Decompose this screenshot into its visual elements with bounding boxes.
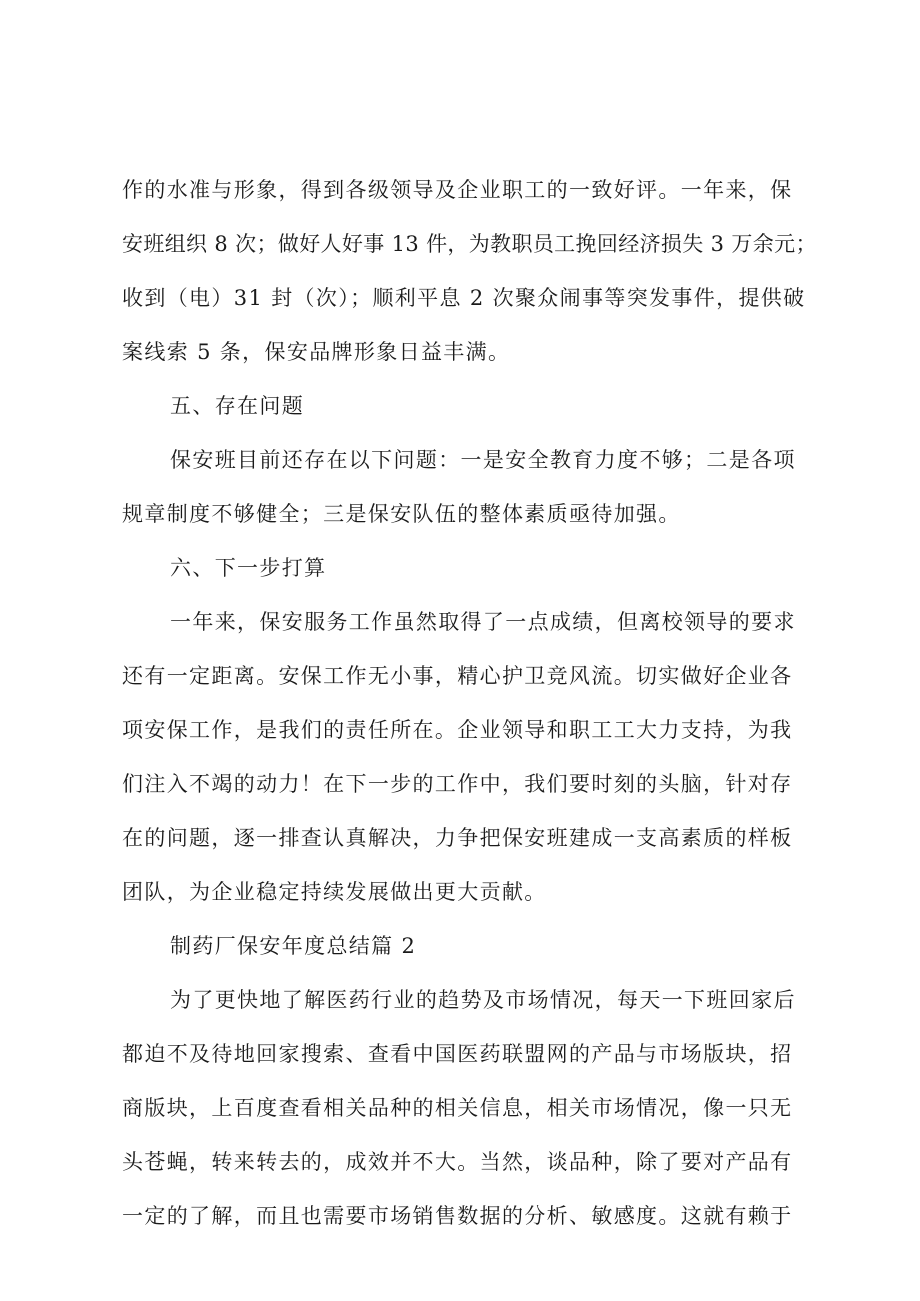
paragraph-line: 商版块，上百度查看相关品种的相关信息，相关市场情况，像一只无 [122, 1096, 793, 1120]
paragraph-line: 规章制度不够健全；三是保安队伍的整体素质亟待加强。 [122, 502, 681, 526]
section-heading: 五、存在问题 [170, 394, 305, 418]
paragraph-line: 收到（电）31 封（次）；顺利平息 2 次聚众闹事等突发事件，提供破 [122, 286, 806, 310]
paragraph-line: 一定的了解，而且也需要市场销售数据的分析、敏感度。这就有赖于 [122, 1204, 793, 1228]
paragraph-line: 案线索 5 条，保安品牌形象日益丰满。 [122, 340, 511, 364]
paragraph-line: 团队，为企业稳定持续发展做出更大贡献。 [122, 880, 547, 904]
paragraph-line: 作的水准与形象，得到各级领导及企业职工的一致好评。一年来，保 [122, 178, 793, 202]
paragraph-line: 还有一定距离。安保工作无小事，精心护卫竞风流。切实做好企业各 [122, 664, 793, 688]
paragraph-line: 保安班目前还存在以下问题：一是安全教育力度不够；二是各项 [170, 448, 796, 472]
paragraph-line: 为了更快地了解医药行业的趋势及市场情况，每天一下班回家后 [170, 988, 796, 1012]
section-heading: 六、下一步打算 [170, 556, 327, 580]
paragraph-line: 一年来，保安服务工作虽然取得了一点成绩，但离校领导的要求 [170, 610, 796, 634]
paragraph-line: 安班组织 8 次；做好人好事 13 件，为教职员工挽回经济损失 3 万余元； [122, 232, 817, 256]
paragraph-line: 都迫不及待地回家搜索、查看中国医药联盟网的产品与市场版块，招 [122, 1042, 793, 1066]
paragraph-line: 们注入不竭的动力！在下一步的工作中，我们要时刻的头脑，针对存 [122, 772, 793, 796]
paragraph-line: 项安保工作，是我们的责任所在。企业领导和职工工大力支持，为我 [122, 718, 793, 742]
paragraph-line: 头苍蝇，转来转去的，成效并不大。当然，谈品种，除了要对产品有 [122, 1150, 793, 1174]
section-title: 制药厂保安年度总结篇 2 [170, 934, 417, 958]
paragraph-line: 在的问题，逐一排查认真解决，力争把保安班建成一支高素质的样板 [122, 826, 793, 850]
